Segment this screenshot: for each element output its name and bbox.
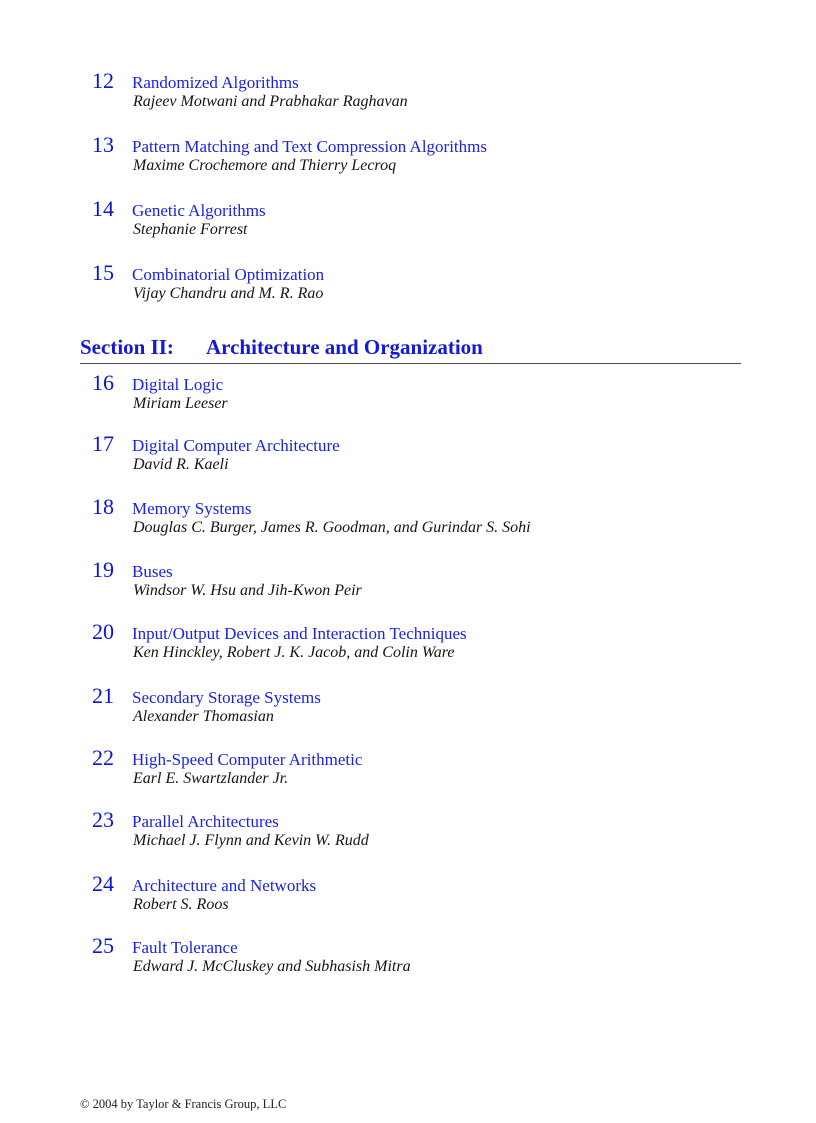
- chapter-number: 24: [92, 871, 114, 896]
- chapter-title-link[interactable]: Fault Tolerance: [132, 938, 238, 957]
- toc-entry-18: [92, 494, 752, 543]
- chapter-number: 20: [92, 619, 114, 644]
- chapter-authors: Edward J. McCluskey and Subhasish Mitra: [133, 958, 411, 975]
- section-label: Section II:: [80, 335, 174, 359]
- toc-entry-25: [92, 933, 752, 982]
- chapter-title-link[interactable]: Combinatorial Optimization: [132, 265, 325, 284]
- chapter-number: 15: [92, 260, 114, 285]
- toc-entry-22: [92, 745, 752, 794]
- chapter-number: 22: [92, 745, 114, 770]
- chapter-authors: Rajeev Motwani and Prabhakar Raghavan: [133, 93, 408, 110]
- chapter-authors: Earl E. Swartzlander Jr.: [133, 770, 289, 787]
- toc-entry-13: [92, 132, 752, 181]
- toc-entry-14: [92, 196, 752, 245]
- toc-entry-16: [92, 370, 752, 419]
- chapter-number: 13: [92, 132, 114, 157]
- chapter-title-link[interactable]: Buses: [132, 562, 173, 581]
- chapter-title-link[interactable]: Digital Computer Architecture: [132, 436, 340, 455]
- toc-entry-19: [92, 557, 752, 606]
- chapter-title-link[interactable]: Input/Output Devices and Interaction Techniques: [132, 624, 467, 643]
- chapter-title-link[interactable]: Digital Logic: [132, 375, 224, 394]
- chapter-authors: David R. Kaeli: [133, 456, 229, 473]
- chapter-number: 12: [92, 68, 114, 93]
- chapter-number: 23: [92, 807, 114, 832]
- toc-entry-20: [92, 619, 752, 668]
- chapter-authors: Michael J. Flynn and Kevin W. Rudd: [133, 832, 369, 849]
- toc-entry-21: [92, 683, 752, 732]
- chapter-title-link[interactable]: Pattern Matching and Text Compression Algorithms: [132, 137, 487, 156]
- toc-entry-24: [92, 871, 752, 920]
- chapter-authors: Alexander Thomasian: [133, 708, 274, 725]
- chapter-authors: Maxime Crochemore and Thierry Lecroq: [133, 157, 397, 174]
- section-heading: [80, 335, 483, 359]
- chapter-authors: Vijay Chandru and M. R. Rao: [133, 285, 324, 302]
- chapter-title-link[interactable]: Secondary Storage Systems: [132, 688, 321, 707]
- chapter-number: 21: [92, 683, 114, 708]
- chapter-number: 19: [92, 557, 114, 582]
- chapter-number: 18: [92, 494, 114, 519]
- chapter-number: 17: [92, 431, 114, 456]
- chapter-title-link[interactable]: High-Speed Computer Arithmetic: [132, 750, 363, 769]
- copyright-notice: © 2004 by Taylor & Francis Group, LLC: [80, 1097, 287, 1111]
- chapter-authors: Stephanie Forrest: [133, 221, 248, 238]
- section-divider: [80, 363, 741, 364]
- chapter-authors: Windsor W. Hsu and Jih-Kwon Peir: [133, 582, 362, 599]
- chapter-authors: Douglas C. Burger, James R. Goodman, and Gurindar S. Sohi: [133, 519, 531, 536]
- section-title[interactable]: Architecture and Organization: [206, 335, 483, 359]
- chapter-authors: Ken Hinckley, Robert J. K. Jacob, and Colin Ware: [133, 644, 455, 661]
- chapter-title-link[interactable]: Randomized Algorithms: [132, 73, 299, 92]
- chapter-number: 25: [92, 933, 114, 958]
- toc-entry-17: [92, 431, 752, 480]
- toc-entry-23: [92, 807, 752, 856]
- chapter-title-link[interactable]: Parallel Architectures: [132, 812, 279, 831]
- chapter-title-link[interactable]: Memory Systems: [132, 499, 252, 518]
- toc-entry-12: [92, 68, 752, 117]
- chapter-number: 16: [92, 370, 114, 395]
- chapter-number: 14: [92, 196, 114, 221]
- toc-entry-15: [92, 260, 752, 309]
- chapter-title-link[interactable]: Architecture and Networks: [132, 876, 317, 895]
- chapter-authors: Robert S. Roos: [133, 896, 229, 913]
- chapter-title-link[interactable]: Genetic Algorithms: [132, 201, 266, 220]
- chapter-authors: Miriam Leeser: [133, 395, 228, 412]
